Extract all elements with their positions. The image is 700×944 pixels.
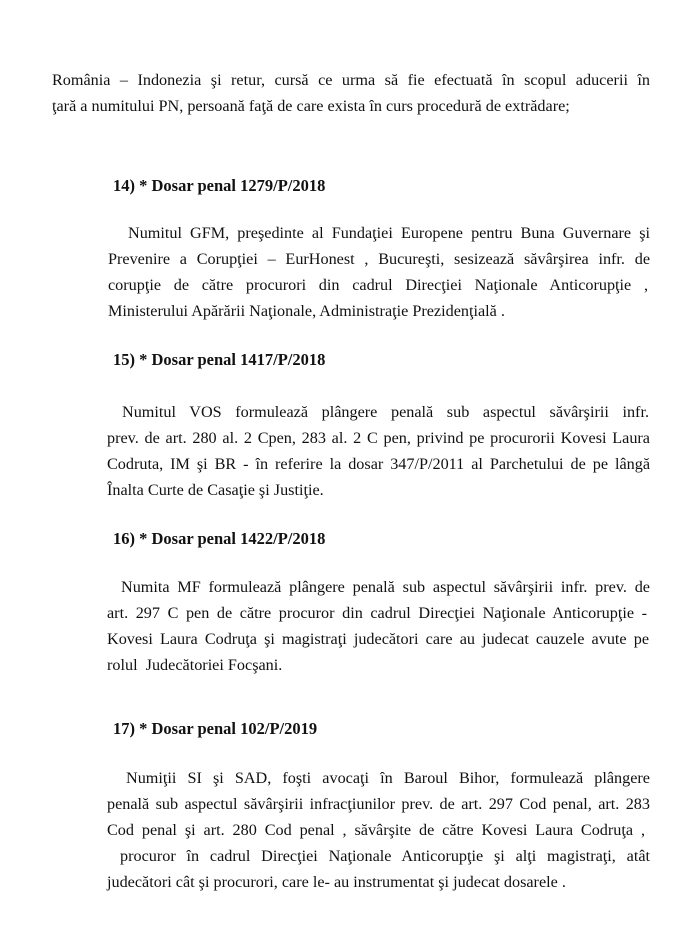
case-17-line-1: Numiţii SI şi SAD, foşti avocaţi în Baroul Bihor, formulează plângere: [126, 769, 650, 787]
case-17-line-4: procuror în cadrul Direcţiei Naţionale Anticorupţie şi alţi magistraţi, atât: [120, 847, 650, 865]
case-16-line-4: rolul Judecătoriei Focşani.: [107, 656, 283, 674]
case-heading-14: 14) * Dosar penal 1279/P/2018: [113, 176, 326, 195]
case-14-line-1: Numitul GFM, preşedinte al Fundaţiei Europene pentru Buna Guvernare şi: [128, 224, 650, 242]
case-17-line-5: judecători cât şi procurori, care le- au instrumentat şi judecat dosarele .: [107, 873, 566, 891]
intro-line-2: ţară a numitului PN, persoană faţă de care exista în curs procedură de extrădare;: [52, 97, 570, 115]
case-15-line-4: Înalta Curte de Casaţie şi Justiţie.: [107, 481, 324, 499]
case-heading-16: 16) * Dosar penal 1422/P/2018: [113, 529, 326, 548]
case-16-line-1: Numita MF formulează plângere penală sub aspectul săvârşirii infr. prev. de: [121, 578, 650, 596]
case-14-line-3: corupţie de către procurori din cadrul Direcţiei Naţionale Anticorupţie ,: [108, 276, 648, 294]
case-heading-15: 15) * Dosar penal 1417/P/2018: [113, 350, 326, 369]
case-16-line-2: art. 297 C pen de către procuror din cadrul Direcţiei Naţionale Anticorupţie -: [107, 604, 647, 622]
case-15-line-2: prev. de art. 280 al. 2 Cpen, 283 al. 2 C pen, privind pe procurorii Kovesi Laura: [107, 429, 650, 447]
case-14-line-4: Ministerului Apărării Naţionale, Administraţie Prezidenţială .: [108, 302, 505, 320]
case-16-line-3: Kovesi Laura Codruţa şi magistraţi judecători care au judecat cauzele avute pe: [107, 630, 649, 648]
intro-line-1: România – Indonezia şi retur, cursă ce urma să fie efectuată în scopul aducerii în: [52, 71, 650, 89]
case-17-line-2: penală sub aspectul săvârşirii infracţiunilor prev. de art. 297 Cod penal, art. 283: [107, 795, 650, 813]
case-15-line-3: Codruta, IM şi BR - în referire la dosar 347/P/2011 al Parchetului de pe lângă: [107, 455, 650, 473]
case-14-line-2: Prevenire a Corupţiei – EurHonest , Bucureşti, sesizează săvârşirea infr. de: [108, 250, 650, 268]
case-heading-17: 17) * Dosar penal 102/P/2019: [113, 719, 318, 738]
case-17-line-3: Cod penal şi art. 280 Cod penal , săvârşite de către Kovesi Laura Codruţa ,: [107, 821, 645, 839]
case-15-line-1: Numitul VOS formulează plângere penală sub aspectul săvârşirii infr.: [122, 403, 649, 421]
